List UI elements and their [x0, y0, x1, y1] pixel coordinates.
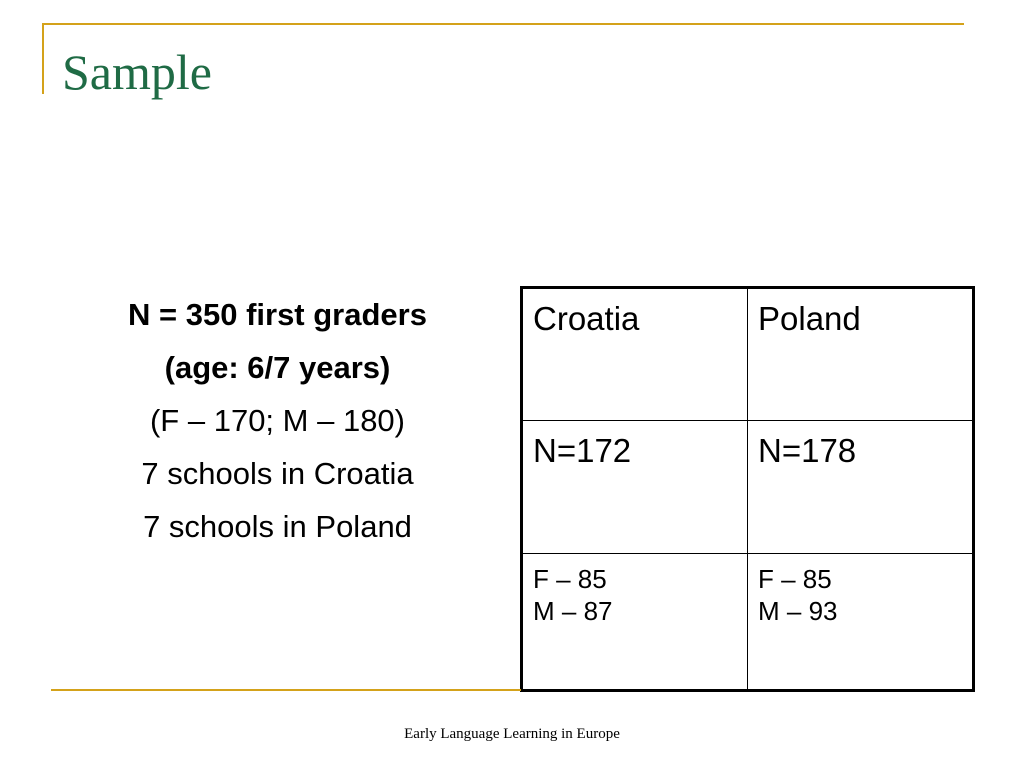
table-cell-croatia-total: N=172	[522, 421, 748, 554]
table-row-sex	[522, 554, 974, 691]
table-cell-croatia-sex	[522, 554, 748, 691]
summary-sex-split: (F – 170; M – 180)	[149, 403, 405, 438]
table-header-poland: Poland	[748, 288, 974, 421]
summary-age: (age: 6/7 years)	[164, 350, 391, 385]
summary-schools-croatia: 7 schools in Croatia	[141, 456, 414, 491]
slide-title: Sample	[62, 44, 212, 100]
top-rule	[42, 23, 964, 25]
poland-male-count: M – 93	[758, 596, 838, 626]
sample-table	[520, 286, 975, 692]
croatia-male-count: M – 87	[533, 596, 613, 626]
table-row-totals	[522, 421, 974, 554]
left-rule	[42, 23, 44, 94]
table-header-row	[522, 288, 974, 421]
bottom-rule	[51, 689, 521, 691]
sample-summary	[75, 288, 480, 553]
table-header-croatia: Croatia	[522, 288, 748, 421]
poland-female-count: F – 85	[758, 564, 832, 594]
summary-total: N = 350 first graders	[128, 297, 427, 332]
table-cell-poland-sex	[748, 554, 974, 691]
croatia-female-count: F – 85	[533, 564, 607, 594]
summary-schools-poland: 7 schools in Poland	[143, 509, 412, 544]
slide-footer: Early Language Learning in Europe	[404, 726, 620, 742]
table-cell-poland-total: N=178	[748, 421, 974, 554]
